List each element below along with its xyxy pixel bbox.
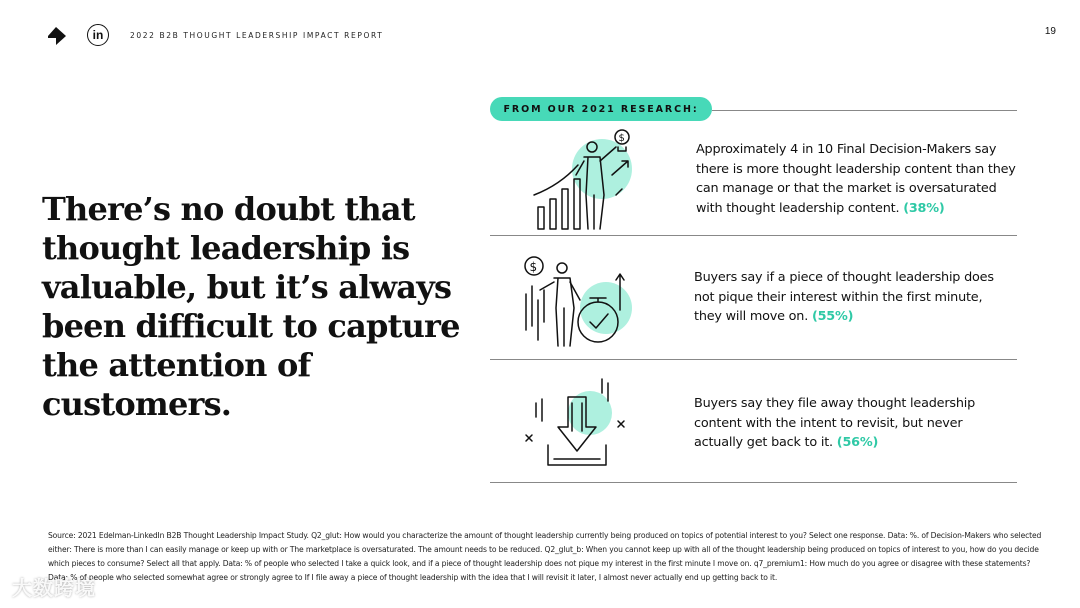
- svg-text:$: $: [529, 260, 538, 274]
- page-headline: There’s no doubt that thought leadership is valuable, but it’s always been difficult to capture the attention of customers.: [42, 190, 460, 423]
- watermark: 大数跨境: [12, 576, 96, 600]
- divider: [490, 482, 1017, 483]
- divider: [490, 235, 1017, 236]
- svg-text:$: $: [618, 133, 625, 144]
- stat-item: [694, 268, 1004, 327]
- stat-item: [696, 140, 1021, 218]
- divider: [490, 359, 1017, 360]
- divider: [712, 110, 1017, 111]
- page-number: 19: [1044, 26, 1056, 37]
- research-label: FROM OUR 2021 RESEARCH:: [490, 97, 712, 121]
- stat-percent: (38%): [903, 200, 945, 216]
- stat-text: Approximately 4 in 10 Final Decision-Makers say there is more thought leadership content than they can manage or that the market is oversaturated with thought leadership content.: [696, 142, 1016, 216]
- stat-percent: (56%): [836, 435, 879, 450]
- source-footnote: Source: 2021 Edelman-LinkedIn B2B Thought Leadership Impact Study. Q2_glut: How would you characterize the amount of thought leadership currently being produced on topics of potential interest to you? Select one response. Data: %. of Decision-Makers who selected either: There is more than I can easily manage or keep up with or The marketplace is oversaturated. The amount needs to be reduced. Q2_glut_b: When you cannot keep up with all of the thought leadership being produced on topics of interest to you, how do you decide which pieces to consume? Select all that apply. Data: % of people who selected I take a quick look, and if a piece of thought leadership does not pique my interest in the first minute I move on. q7_premium1: How much do you agree or disagree with these statements? Data: % of people who selected somewhat agree or strongly agree to If I file away a piece of thought leadership with the idea that I will revisit it later, I almost never actually end up getting back to it.: [48, 531, 1042, 582]
- stat-percent: (55%): [811, 309, 854, 324]
- stat-text: Buyers say if a piece of thought leadership does not pique their interest within the first minute, they will move on.: [694, 270, 994, 324]
- download-arrow-icon: [520, 375, 630, 470]
- stat-item: [694, 394, 1004, 453]
- linkedin-icon[interactable]: in: [87, 24, 109, 46]
- businessman-growth-chart-icon: [530, 125, 640, 233]
- report-title: 2022 B2B THOUGHT LEADERSHIP IMPACT REPORT: [130, 31, 384, 40]
- brand-logo-icon[interactable]: [46, 25, 68, 47]
- stat-text: Buyers say they file away thought leadership content with the intent to revisit, but never actually get back to it.: [694, 396, 976, 450]
- businessman-stopwatch-icon: [520, 250, 635, 350]
